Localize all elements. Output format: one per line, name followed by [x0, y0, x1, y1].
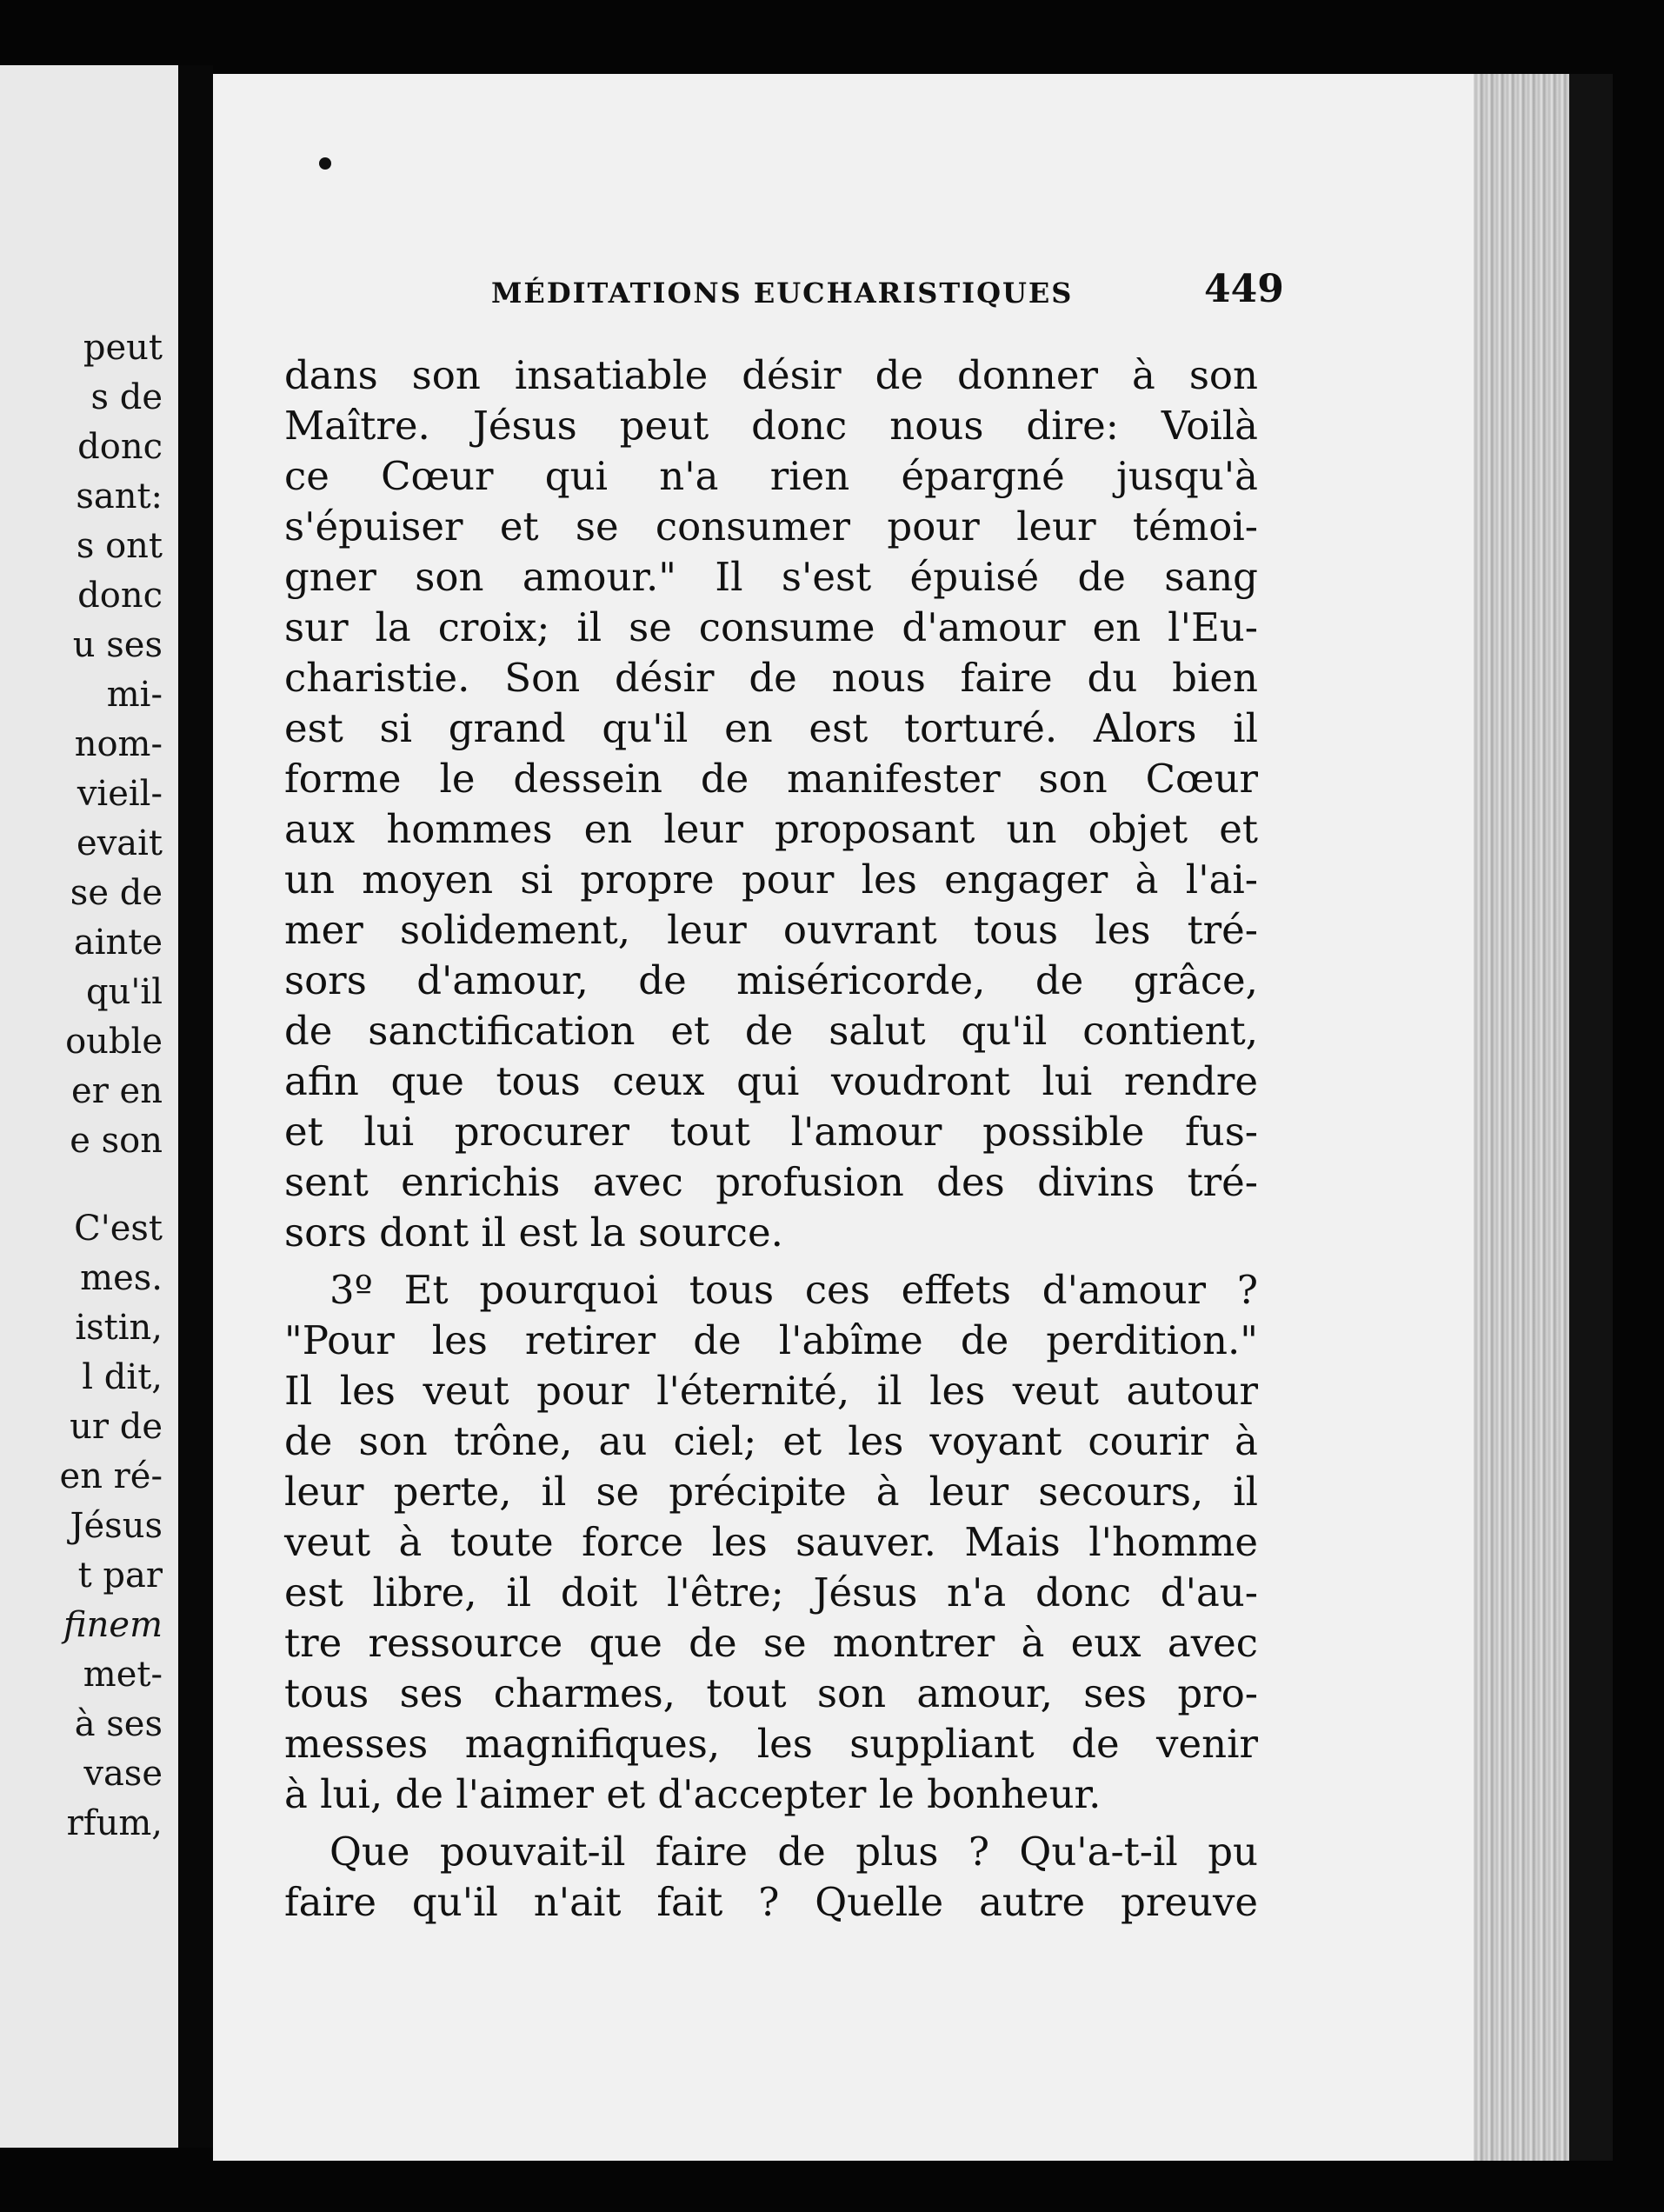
left-page-line: à ses: [74, 1704, 163, 1744]
left-page-line: finem: [63, 1605, 163, 1645]
text-line: est libre, il doit l'être; Jésus n'a donc d'au-: [284, 1569, 1258, 1616]
left-page-line: ouble: [65, 1022, 163, 1062]
left-page-fragment: [0, 65, 178, 2148]
text-line: tous ses charmes, tout son amour, ses pro-: [284, 1670, 1258, 1716]
book-gutter: [178, 65, 213, 2148]
left-page-line: u ses: [72, 625, 163, 665]
text-line: à lui, de l'aimer et d'accepter le bonheur.: [284, 1771, 1102, 1817]
text-line: gner son amour." Il s'est épuisé de sang: [284, 554, 1258, 600]
left-page-line: nom-: [74, 724, 163, 764]
text-line: "Pour les retirer de l'abîme de perdition.": [284, 1317, 1258, 1363]
running-head: MÉDITATIONS EUCHARISTIQUES: [491, 276, 1074, 310]
left-page-line: sant:: [76, 476, 163, 516]
text-line: sent enrichis avec profusion des divins tré-: [284, 1159, 1258, 1205]
left-page-line: ainte: [73, 923, 163, 963]
left-page-line: qu'il: [86, 972, 163, 1012]
left-page-line: t par: [77, 1556, 163, 1596]
text-line: et lui procurer tout l'amour possible fus-: [284, 1109, 1258, 1155]
text-line: Maître. Jésus peut donc nous dire: Voilà: [284, 403, 1258, 449]
left-page-line: istin,: [75, 1308, 163, 1348]
text-line: sur la croix; il se consume d'amour en l'Eu-: [284, 604, 1258, 650]
text-line: veut à toute force les sauver. Mais l'homme: [284, 1519, 1258, 1565]
page-number: 449: [1204, 267, 1284, 311]
text-line: un moyen si propre pour les engager à l'ai-: [284, 856, 1258, 903]
text-line: mer solidement, leur ouvrant tous les tré-: [284, 907, 1258, 953]
left-page-line: en ré-: [59, 1456, 163, 1496]
text-line: messes magnifiques, les suppliant de venir: [284, 1721, 1258, 1767]
text-line: afin que tous ceux qui voudront lui rendre: [284, 1058, 1258, 1104]
text-line: de son trône, au ciel; et les voyant courir à: [284, 1418, 1258, 1464]
left-page-line: donc: [77, 427, 163, 467]
text-line: s'épuiser et se consumer pour leur témoi-: [284, 503, 1258, 550]
left-page-line: met-: [83, 1655, 163, 1695]
text-line: aux hommes en leur proposant un objet et: [284, 806, 1258, 852]
left-page-line: s ont: [76, 526, 163, 566]
text-line: Il les veut pour l'éternité, il les veut autour: [284, 1368, 1258, 1414]
left-page-line: vase: [83, 1754, 163, 1794]
left-page-line: mes.: [80, 1258, 163, 1298]
left-page-line: l dit,: [82, 1357, 163, 1397]
page-edge-shadow: [1569, 74, 1613, 2161]
left-page-line: C'est: [74, 1209, 163, 1249]
left-page-line: evait: [77, 823, 163, 863]
left-page-line: vieil-: [77, 774, 163, 814]
text-line: est si grand qu'il en est torturé. Alors il: [284, 705, 1258, 751]
text-line: sors d'amour, de miséricorde, de grâce,: [284, 957, 1258, 1003]
text-line: faire qu'il n'ait fait ? Quelle autre preuve: [284, 1879, 1258, 1925]
left-page-line: e son: [70, 1121, 163, 1161]
left-page-line: rfum,: [66, 1803, 163, 1843]
text-line: 3º Et pourquoi tous ces effets d'amour ?: [329, 1267, 1258, 1313]
left-page-line: se de: [70, 873, 163, 913]
left-page-line: ur de: [70, 1407, 163, 1447]
left-page-line: peut: [83, 328, 163, 368]
left-page-line: donc: [77, 576, 163, 616]
text-line: dans son insatiable désir de donner à son: [284, 352, 1258, 398]
right-page: [213, 74, 1613, 2161]
text-line: sors dont il est la source.: [284, 1209, 783, 1256]
ink-dot: [319, 157, 331, 170]
left-page-line: Jésus: [70, 1506, 163, 1546]
text-line: tre ressource que de se montrer à eux avec: [284, 1620, 1258, 1666]
text-line: charistie. Son désir de nous faire du bien: [284, 655, 1258, 701]
text-line: Que pouvait-il faire de plus ? Qu'a-t-il pu: [329, 1829, 1258, 1875]
left-page-line: mi-: [106, 675, 163, 715]
text-line: ce Cœur qui n'a rien épargné jusqu'à: [284, 453, 1258, 499]
text-line: forme le dessein de manifester son Cœur: [284, 756, 1258, 802]
left-page-line: s de: [90, 377, 163, 417]
text-line: leur perte, il se précipite à leur secours, il: [284, 1469, 1258, 1515]
text-line: de sanctification et de salut qu'il contient,: [284, 1008, 1258, 1054]
left-page-line: er en: [71, 1071, 163, 1111]
